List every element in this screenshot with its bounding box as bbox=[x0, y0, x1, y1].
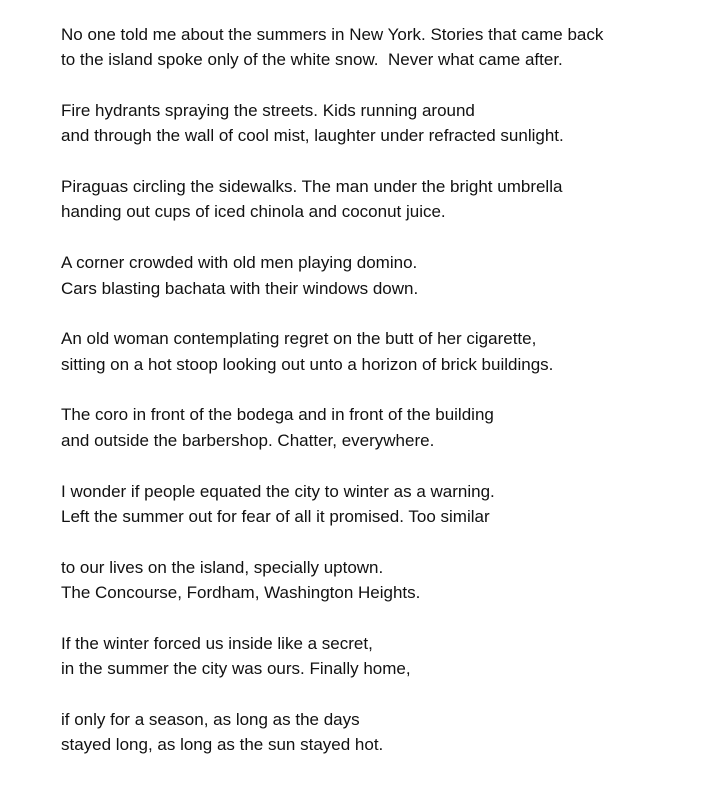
poem-line: I wonder if people equated the city to winter as a warning. bbox=[61, 481, 495, 501]
poem-line: No one told me about the summers in New York. Stories that came back bbox=[61, 25, 604, 44]
poem-line: The coro in front of the bodega and in front of the building bbox=[61, 405, 494, 425]
poem-line: Piraguas circling the sidewalks. The man under the bright umbrella bbox=[61, 177, 563, 197]
poem-line: If the winter forced us inside like a secret, bbox=[61, 633, 373, 653]
poem-page bbox=[61, 22, 701, 783]
poem-line: to our lives on the island, specially uptown. bbox=[61, 557, 384, 577]
poem-line: in the summer the city was ours. Finally home, bbox=[61, 659, 411, 679]
poem-line: An old woman contemplating regret on the butt of her cigarette, bbox=[61, 329, 537, 349]
poem-line: stayed long, as long as the sun stayed hot. bbox=[61, 735, 384, 755]
stanza-2 bbox=[61, 98, 701, 149]
poem-line: to the island spoke only of the white snow. Never what came after. bbox=[61, 50, 563, 70]
poem-line: and through the wall of cool mist, laughter under refracted sunlight. bbox=[61, 126, 564, 146]
stanza-1 bbox=[61, 22, 701, 73]
stanza-9 bbox=[61, 631, 701, 682]
poem-line: Fire hydrants spraying the streets. Kids running around bbox=[61, 101, 475, 121]
poem-line: A corner crowded with old men playing domino. bbox=[61, 253, 418, 273]
poem-line: and outside the barbershop. Chatter, everywhere. bbox=[61, 430, 435, 450]
poem-line: Cars blasting bachata with their windows down. bbox=[61, 278, 419, 298]
stanza-7 bbox=[61, 479, 701, 530]
stanza-5 bbox=[61, 326, 701, 377]
poem-line: if only for a season, as long as the days bbox=[61, 709, 360, 729]
poem-line: Left the summer out for fear of all it promised. Too similar bbox=[61, 506, 490, 526]
poem-line: sitting on a hot stoop looking out unto a horizon of brick buildings. bbox=[61, 354, 554, 374]
poem-line: The Concourse, Fordham, Washington Heights. bbox=[61, 582, 421, 602]
stanza-6 bbox=[61, 402, 701, 453]
stanza-3 bbox=[61, 174, 701, 225]
stanza-8 bbox=[61, 555, 701, 606]
stanza-10 bbox=[61, 707, 701, 758]
stanza-4 bbox=[61, 250, 701, 301]
poem-line: handing out cups of iced chinola and coconut juice. bbox=[61, 202, 446, 222]
